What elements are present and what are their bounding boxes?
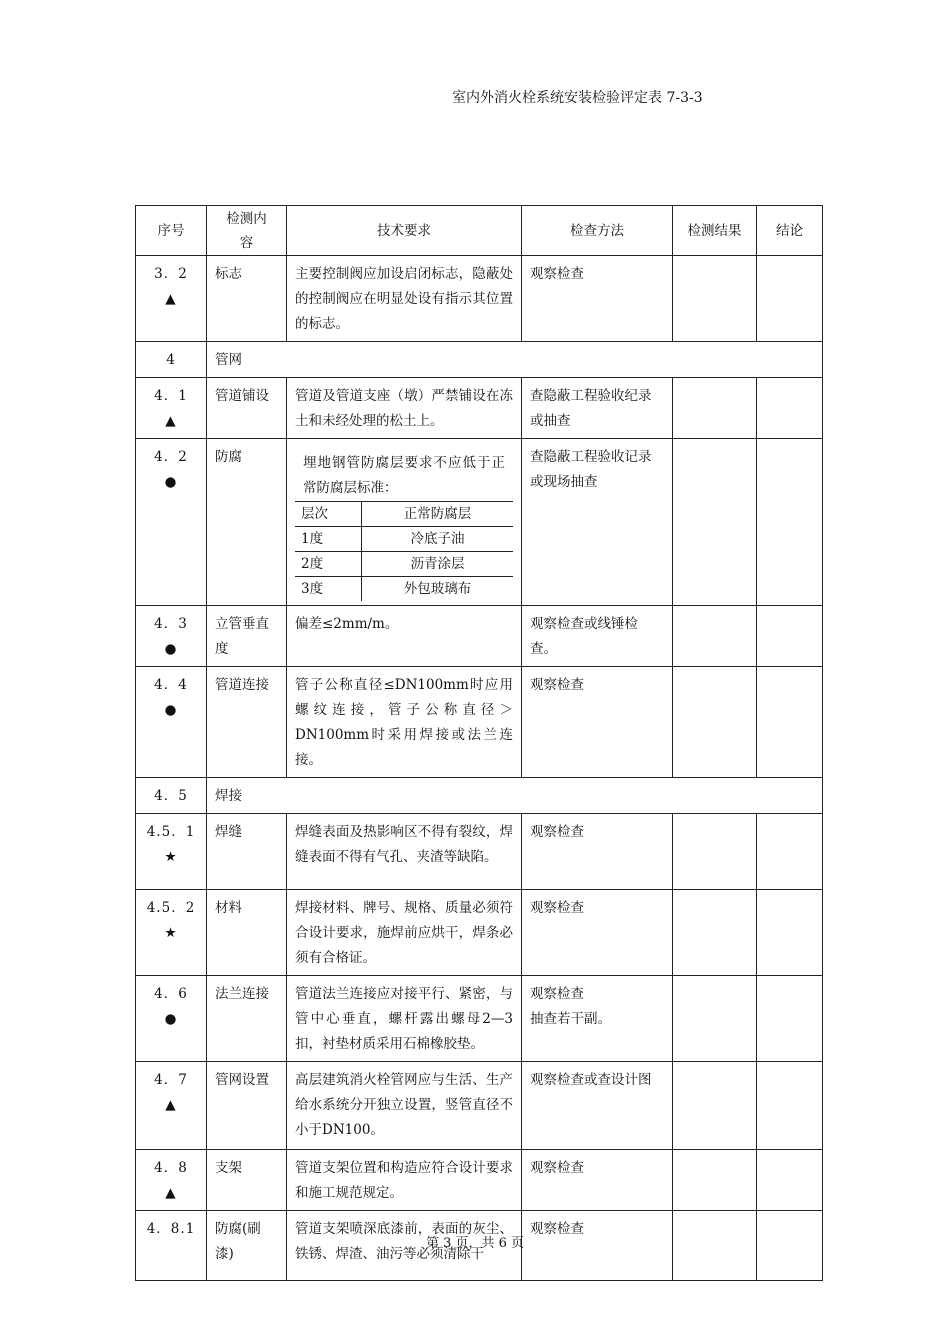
row-number-cell [136,814,207,890]
row-number: 4．1 [154,388,188,404]
row-number: 4．3 [154,616,188,632]
result-cell[interactable] [673,256,757,342]
row-number-cell [136,439,207,606]
subtable-header-layer: 层次 [295,502,362,527]
grade-symbol: ★ [164,849,178,865]
result-cell[interactable] [673,976,757,1062]
requirement-cell: 管道支架位置和构造应符合设计要求和施工规范规定。 [287,1150,522,1211]
method-cell: 观察检查 抽查若干副。 [522,976,673,1062]
subtable-row [295,552,513,577]
conclusion-cell[interactable] [757,890,823,976]
result-cell[interactable] [673,378,757,439]
requirement-cell: 焊缝表面及热影响区不得有裂纹，焊缝表面不得有气孔、夹渣等缺陷。 [287,814,522,890]
result-cell[interactable] [673,814,757,890]
row-number-cell [136,256,207,342]
requirement-cell: 管道法兰连接应对接平行、紧密，与管中心垂直，螺杆露出螺母2—3扣，衬垫材质采用石棉橡胶垫。 [287,976,522,1062]
conclusion-cell[interactable] [757,439,823,606]
item-cell: 管道铺设 [207,378,287,439]
row-number: 4．2 [154,449,188,465]
header-item: 检测内容 [207,206,287,256]
row-number: 4．5 [136,778,207,814]
requirement-cell: 焊接材料、牌号、规格、质量必须符合设计要求，施焊前应烘干，焊条必须有合格证。 [287,890,522,976]
grade-symbol: ▲ [165,291,177,307]
method-cell: 观察检查 [522,1150,673,1211]
subtable-header [295,502,513,527]
document-title: 室内外消火栓系统安装检验评定表 7-3-3 [452,90,703,106]
row-number-cell [136,606,207,667]
row-number-cell [136,976,207,1062]
method-cell: 观察检查 [522,890,673,976]
requirement-cell: 管道及管道支座（墩）严禁铺设在冻土和未经处理的松土上。 [287,378,522,439]
table-row [136,439,823,606]
row-number: 4．4 [154,677,188,693]
item-cell: 支架 [207,1150,287,1211]
header-conclusion: 结论 [757,206,823,256]
subtable-standard: 冷底子油 [362,527,514,552]
grade-symbol: ● [164,474,178,490]
method-cell: 观察检查或线锤检查。 [522,606,673,667]
conclusion-cell[interactable] [757,378,823,439]
method-cell: 观察检查 [522,256,673,342]
item-cell: 管网设置 [207,1062,287,1150]
subtable-standard: 外包玻璃布 [362,577,514,602]
conclusion-cell[interactable] [757,256,823,342]
conclusion-cell[interactable] [757,667,823,778]
method-cell: 查隐蔽工程验收纪录或抽查 [522,378,673,439]
conclusion-cell[interactable] [757,814,823,890]
grade-symbol: ▲ [165,1097,177,1113]
row-number-cell [136,1150,207,1211]
item-cell: 法兰连接 [207,976,287,1062]
grade-symbol: ★ [164,925,178,941]
table-row [136,1150,823,1211]
table-row [136,890,823,976]
anticorrosion-subtable [295,501,513,601]
inspection-table [135,205,823,1281]
conclusion-cell[interactable] [757,1150,823,1211]
row-number-cell [136,1062,207,1150]
section-row [136,778,823,814]
section-title: 管网 [207,342,823,378]
conclusion-cell[interactable] [757,976,823,1062]
requirement-cell: 主要控制阀应加设启闭标志，隐蔽处的控制阀应在明显处设有指示其位置的标志。 [287,256,522,342]
requirement-cell: 偏差≤2mm/m。 [287,606,522,667]
header-no: 序号 [136,206,207,256]
grade-symbol: ● [164,702,178,718]
grade-symbol: ▲ [165,413,177,429]
subtable-standard: 沥青涂层 [362,552,514,577]
header-requirement: 技术要求 [287,206,522,256]
requirement-cell: 管子公称直径≤DN100mm时应用螺纹连接，管子公称直径＞DN100mm时采用焊接或法兰连接。 [287,667,522,778]
table-row [136,976,823,1062]
result-cell[interactable] [673,439,757,606]
row-number-cell [136,378,207,439]
result-cell[interactable] [673,667,757,778]
table-row [136,606,823,667]
subtable-row [295,577,513,602]
row-number: 4 [136,342,207,378]
row-number-cell [136,667,207,778]
item-cell: 材料 [207,890,287,976]
row-number: 4．6 [154,986,188,1002]
grade-symbol: ▲ [165,1185,177,1201]
section-row [136,342,823,378]
table-row [136,667,823,778]
table-row [136,256,823,342]
item-cell: 标志 [207,256,287,342]
requirement-cell [287,439,522,606]
item-cell: 立管垂直度 [207,606,287,667]
subtable-layer: 3度 [295,577,362,602]
result-cell[interactable] [673,606,757,667]
subtable-header-standard: 正常防腐层 [362,502,514,527]
result-cell[interactable] [673,1062,757,1150]
item-cell: 防腐(刷漆) [207,1211,287,1281]
requirement-cell: 高层建筑消火栓管网应与生活、生产给水系统分开独立设置，竖管直径不小于DN100。 [287,1062,522,1150]
item-cell: 管道连接 [207,667,287,778]
result-cell[interactable] [673,890,757,976]
method-cell: 观察检查 [522,1211,673,1281]
row-number: 4．7 [154,1072,188,1088]
grade-symbol: ● [164,641,178,657]
subtable-layer: 2度 [295,552,362,577]
row-number: 4．8 [154,1160,188,1176]
table-header-row [136,206,823,256]
requirement-text: 埋地钢管防腐层要求不应低于正常防腐层标准： [303,455,505,496]
table-row [136,378,823,439]
result-cell[interactable] [673,1150,757,1211]
row-number: 4．8.1 [146,1221,196,1237]
item-cell: 焊缝 [207,814,287,890]
method-cell: 观察检查 [522,667,673,778]
grade-symbol: ● [164,1011,178,1027]
table-row [136,814,823,890]
row-number: 3．2 [154,266,188,282]
subtable-layer: 1度 [295,527,362,552]
section-title: 焊接 [207,778,823,814]
method-cell: 观察检查 [522,814,673,890]
row-number: 4.5．1 [146,824,196,840]
row-number: 4.5．2 [146,900,196,916]
header-method: 检查方法 [522,206,673,256]
header-result: 检测结果 [673,206,757,256]
conclusion-cell[interactable] [757,606,823,667]
method-cell: 观察检查或查设计图 [522,1062,673,1150]
conclusion-cell[interactable] [757,1062,823,1150]
subtable-row [295,527,513,552]
page-footer: 第 3 页，共 6 页 [425,1236,525,1251]
table-row [136,1062,823,1150]
item-cell: 防腐 [207,439,287,606]
method-cell: 查隐蔽工程验收记录或现场抽查 [522,439,673,606]
row-number-cell [136,890,207,976]
requirement-cell: 管道支架喷深底漆前，表面的灰尘、铁锈、焊渣、油污等必须清除干 [287,1211,522,1281]
